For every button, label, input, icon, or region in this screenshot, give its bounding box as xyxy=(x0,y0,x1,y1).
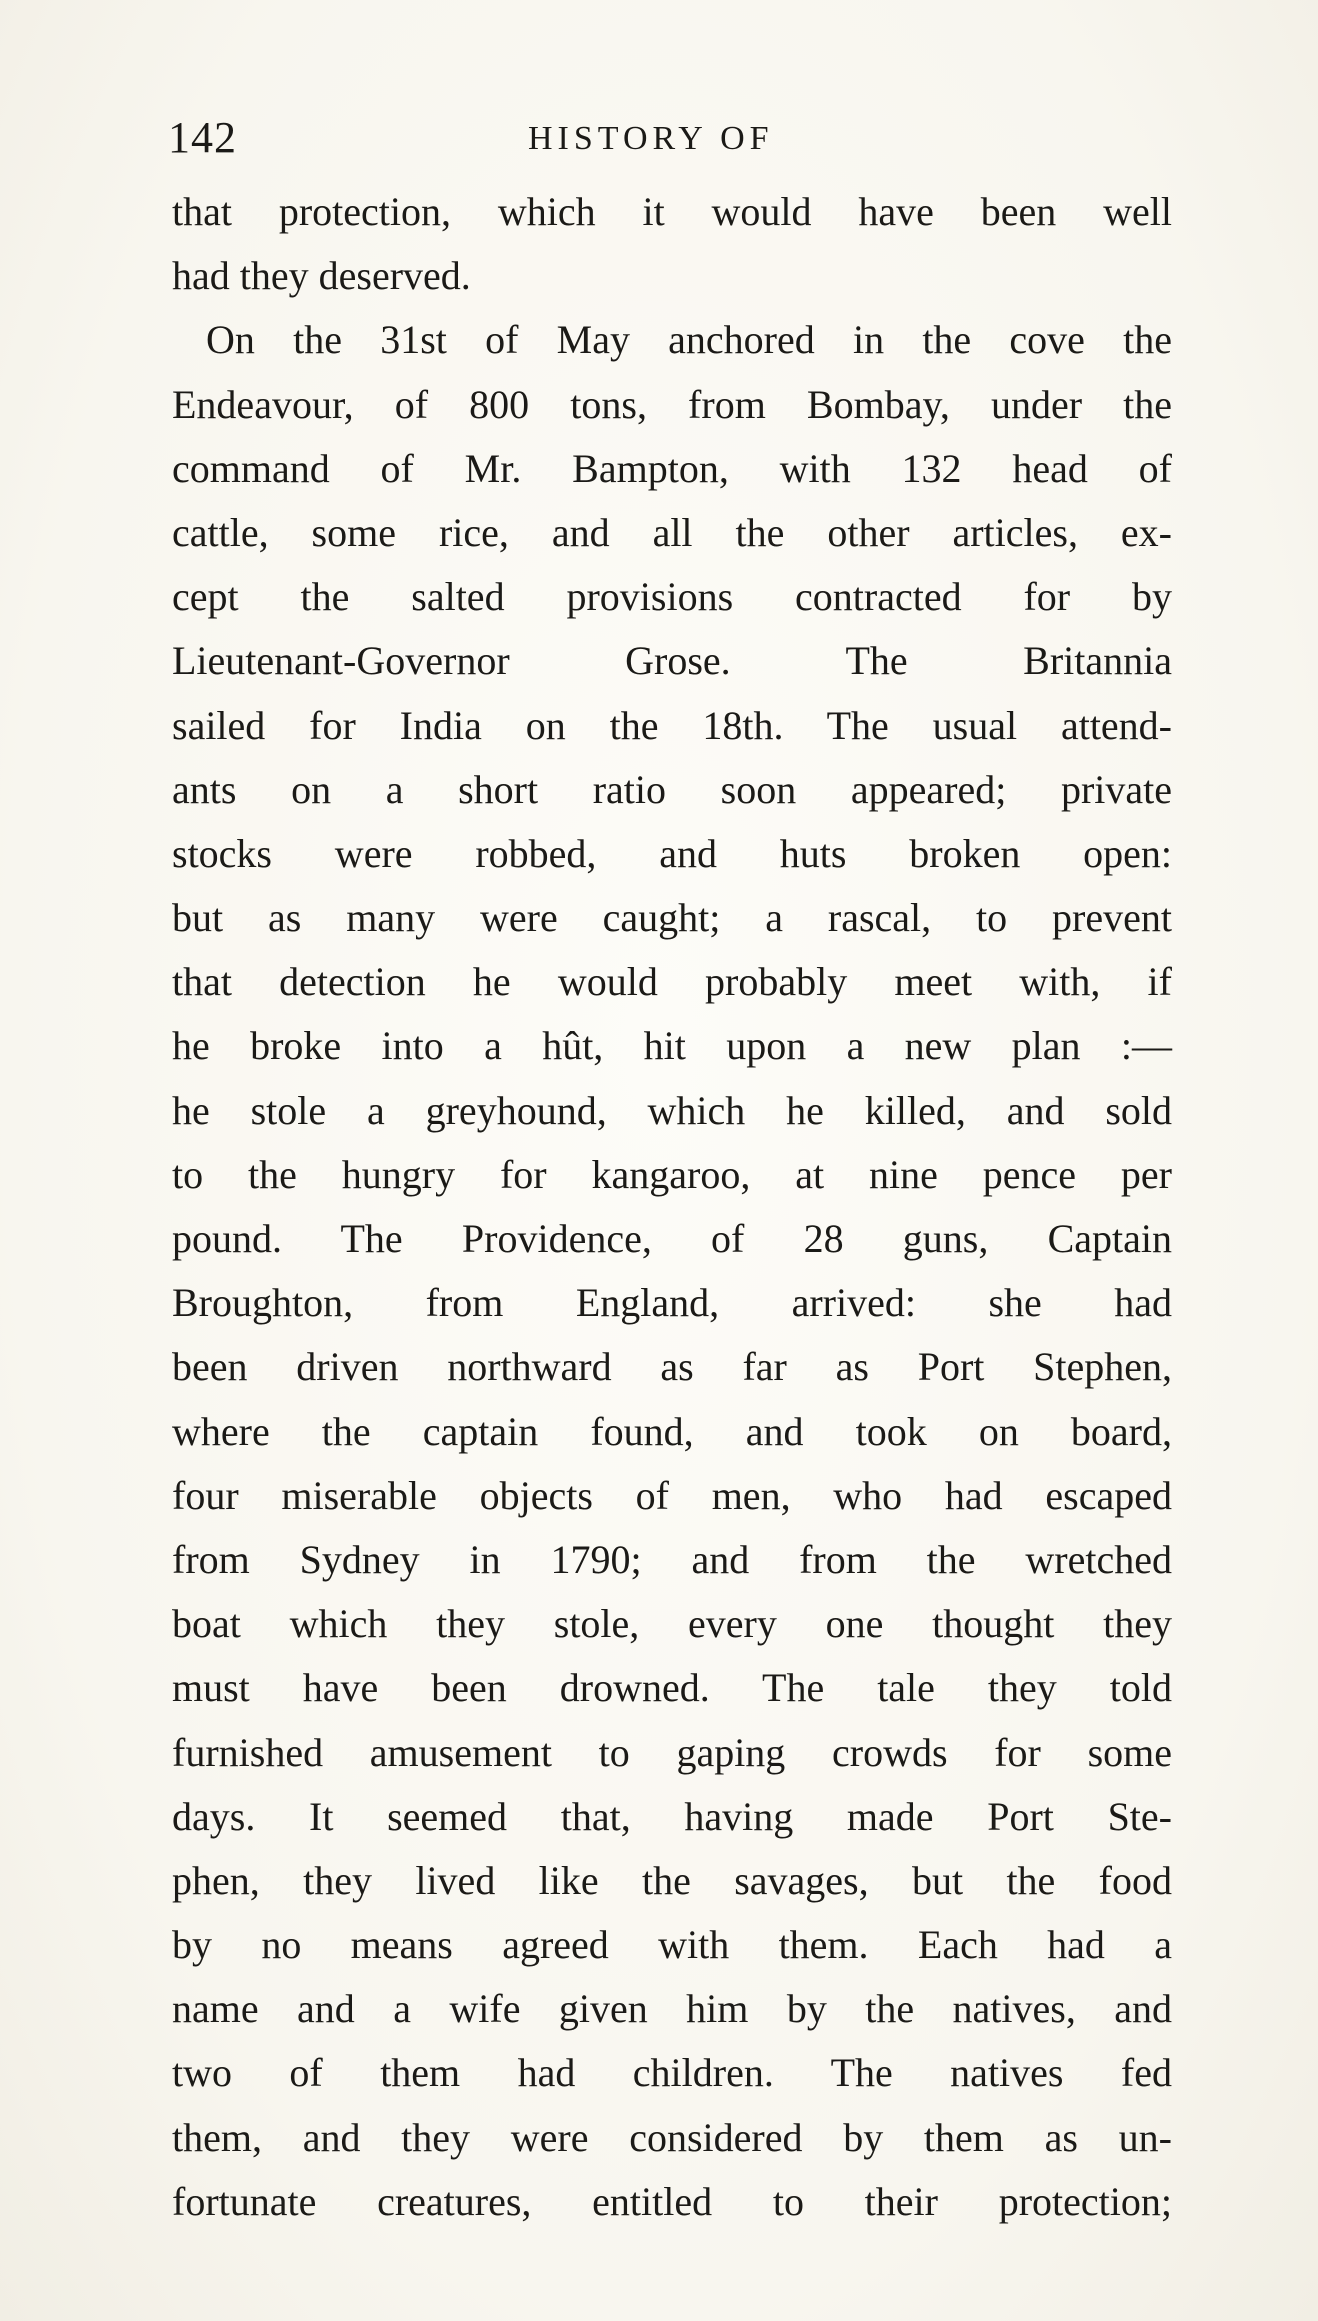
text-line: days. It seemed that, having made Port Ste- xyxy=(172,1793,1172,1839)
running-head xyxy=(168,112,1128,172)
text-line: had they deserved. xyxy=(172,253,471,299)
text-line: been driven northward as far as Port Stephen, xyxy=(172,1344,1172,1390)
body-text xyxy=(172,180,1172,2234)
text-line: pound. The Providence, of 28 guns, Captain xyxy=(172,1216,1172,1261)
text-line: he broke into a hût, hit upon a new plan :— xyxy=(172,1023,1172,1069)
text-line: Lieutenant-Governor Grose. The Britannia xyxy=(172,638,1172,684)
text-line: from Sydney in 1790; and from the wretched xyxy=(172,1536,1172,1582)
text-line: four miserable objects of men, who had escaped xyxy=(172,1472,1172,1518)
text-line: cattle, some rice, and all the other articles, ex- xyxy=(172,509,1172,555)
text-line: cept the salted provisions contracted for by xyxy=(172,574,1172,620)
text-line: sailed for India on the 18th. The usual attend- xyxy=(172,702,1172,748)
text-line: by no means agreed with them. Each had a xyxy=(172,1922,1172,1968)
running-title: HISTORY OF xyxy=(528,120,774,157)
text-line: he stole a greyhound, which he killed, and sold xyxy=(172,1087,1172,1133)
text-line: must have been drowned. The tale they told xyxy=(172,1665,1172,1711)
text-line: stocks were robbed, and huts broken open: xyxy=(172,830,1172,876)
text-line: them, and they were considered by them as un- xyxy=(172,2114,1172,2160)
text-line: furnished amusement to gaping crowds for some xyxy=(172,1729,1172,1775)
text-line: but as many were caught; a rascal, to prevent xyxy=(172,895,1172,941)
text-line: ants on a short ratio soon appeared; private xyxy=(172,766,1172,812)
text-line: two of them had children. The natives fed xyxy=(172,2050,1172,2096)
text-line: that protection, which it would have been well xyxy=(172,189,1172,234)
text-line: fortunate creatures, entitled to their protection; xyxy=(172,2178,1172,2224)
text-line: to the hungry for kangaroo, at nine pence per xyxy=(172,1151,1172,1197)
text-line: phen, they lived like the savages, but the food xyxy=(172,1857,1172,1903)
page-number: 142 xyxy=(168,113,237,162)
text-line: On the 31st of May anchored in the cove the xyxy=(206,317,1172,363)
text-line: Endeavour, of 800 tons, from Bombay, under the xyxy=(172,381,1172,427)
text-line: command of Mr. Bampton, with 132 head of xyxy=(172,445,1172,491)
text-line: that detection he would probably meet with, if xyxy=(172,959,1172,1005)
text-line: name and a wife given him by the natives, and xyxy=(172,1986,1172,2032)
text-line: Broughton, from England, arrived: she had xyxy=(172,1280,1172,1326)
text-line: where the captain found, and took on board, xyxy=(172,1408,1172,1454)
text-line: boat which they stole, every one thought they xyxy=(172,1601,1172,1647)
